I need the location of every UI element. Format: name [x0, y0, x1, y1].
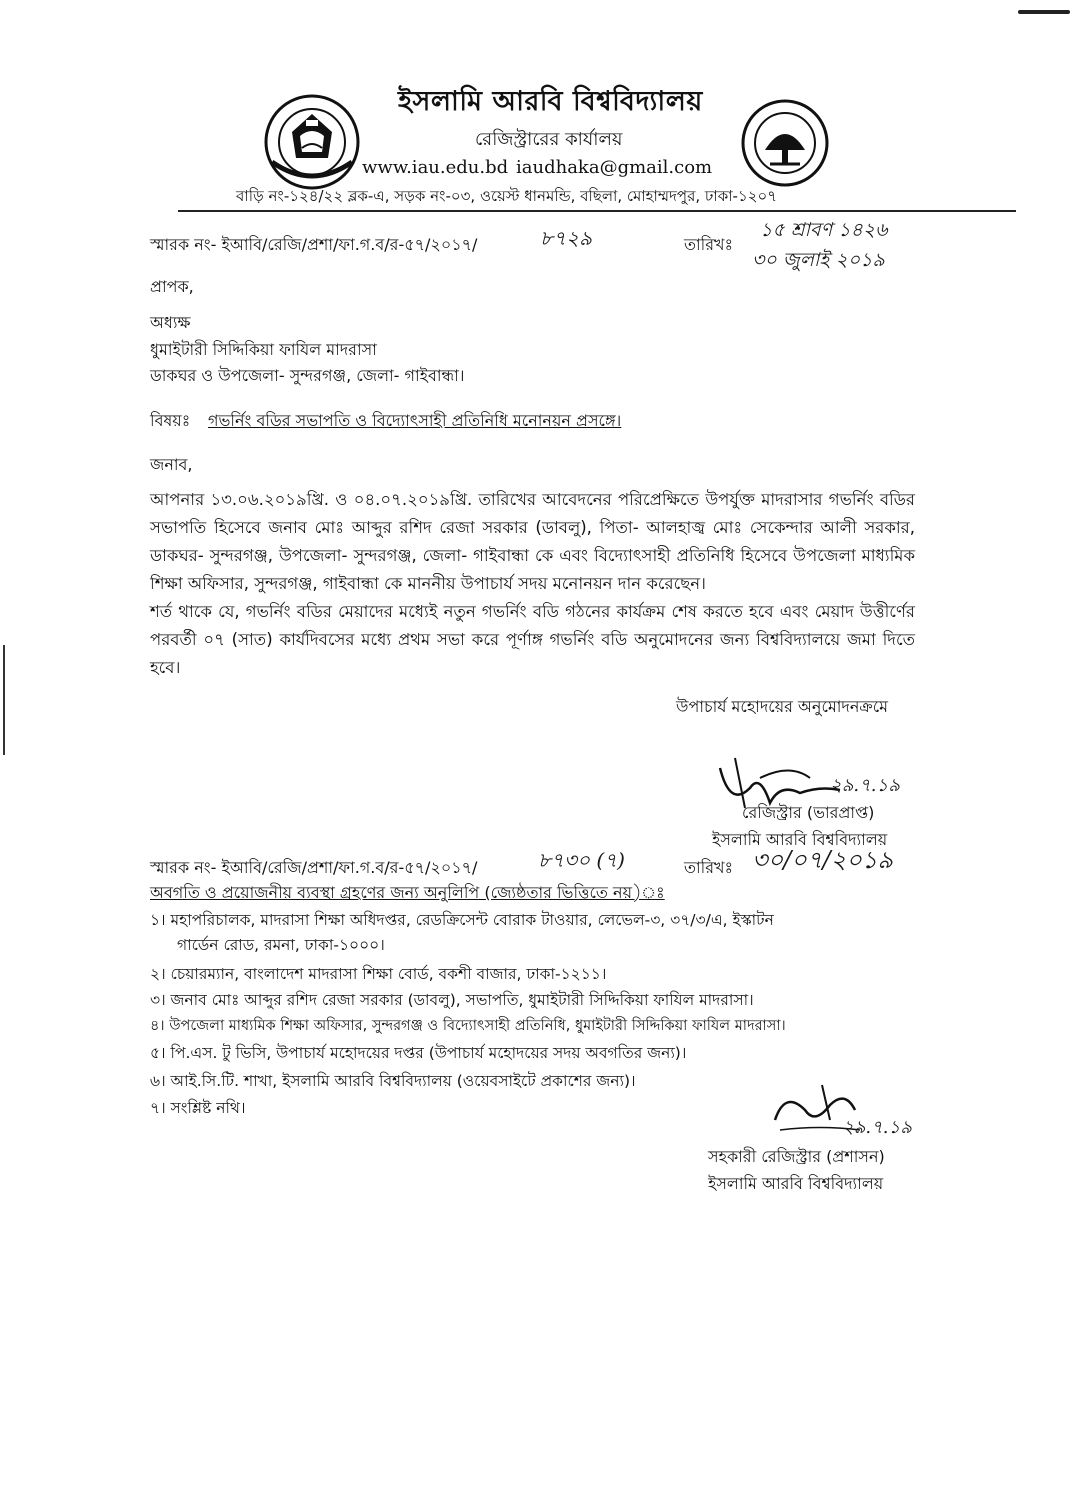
approval-line: উপাচার্য মহোদয়ের অনুমোদনক্রমে: [676, 697, 889, 716]
seal-logo: [740, 98, 830, 188]
recipient-designation: অধ্যক্ষ: [150, 313, 191, 332]
memo-ref: স্মারক নং- ইআবি/রেজি/প্রশা/ফা.গ.ব/র-৫৭/২০১৭/: [150, 235, 478, 254]
body-paragraph-2: শর্ত থাকে যে, গভর্নিং বডির মেয়াদের মধ্যেই নতুন গভর্নিং বডি গঠনের কার্যক্রম শেষ করতে হবে এবং মেয়াদ উত্তীর্ণের পরবর্তী ০৭ (সাত) কার্যদিবসের মধ্যে প্রথম সভা করে পূর্ণাঙ্গ গভর্নিং বডি অনুমোদনের জন্য বিশ্ববিদ্যালয়ে জমা দিতে হবে।: [150, 602, 915, 677]
copy-item-3: ৩। জনাব মোঃ আব্দুর রশিদ রেজা সরকার (ডাবলু), সভাপতি, ধুমাইটারী সিদ্দিকিয়া ফাযিল মাদরাসা।: [150, 991, 754, 1009]
university-name: ইসলামি আরবি বিশ্ববিদ্যালয়: [398, 86, 703, 117]
copy-date-handwritten: ৩০/০৭/২০১৯: [752, 846, 893, 874]
university-logo: [262, 92, 362, 192]
subject-text: গভর্নিং বডির সভাপতি ও বিদ্যোৎসাহী প্রতিনিধি মনোনয়ন প্রসঙ্গে।: [208, 411, 622, 430]
website-link[interactable]: www.iau.edu.bd: [362, 157, 509, 178]
body-paragraph-1: আপনার ১৩.০৬.২০১৯খ্রি. ও ০৪.০৭.২০১৯খ্রি. তারিখের আবেদনের পরিপ্রেক্ষিতে উপর্যুক্ত মাদরাসার গভর্নিং বডির সভাপতি হিসেবে জনাব মোঃ আব্দুর রশিদ রেজা সরকার (ডাবলু), পিতা- আলহাজ্ব মোঃ সেকেন্দার আলী সরকার, ডাকঘর- সুন্দরগঞ্জ, উপজেলা- সুন্দরগঞ্জ, জেলা- গাইবান্ধা কে এবং বিদ্যোৎসাহী প্রতিনিধি হিসেবে উপজেলা মাধ্যমিক শিক্ষা অফিসার, সুন্দরগঞ্জ, গাইবান্ধা কে মাননীয় উপাচার্য সদয় মনোনয়ন দান করেছেন।: [150, 490, 915, 593]
office-name: রেজিস্ট্রারের কার্যালয়: [475, 129, 623, 150]
copy-item-6: ৬। আই.সি.টি. শাখা, ইসলামি আরবি বিশ্ববিদ্যালয় (ওয়েবসাইটে প্রকাশের জন্য)।: [150, 1072, 636, 1090]
recipient-to: প্রাপক,: [150, 277, 194, 296]
memo-date-bangla: ১৫ শ্রাবণ ১৪২৬: [760, 219, 888, 241]
copy-item-1-cont: গার্ডেন রোড, রমনা, ঢাকা-১০০০।: [177, 936, 385, 954]
copy-item-1: ১। মহাপরিচালক, মাদরাসা শিক্ষা অধিদপ্তর, রেডক্রিসেন্ট বোরাক টাওয়ার, লেভেল-৩, ৩৭/৩/এ, ইস্কাটন: [150, 911, 774, 929]
scan-mark-top: [1018, 10, 1070, 14]
salutation: জনাব,: [150, 455, 193, 474]
copy-item-4: ৪। উপজেলা মাধ্যমিক শিক্ষা অফিসার, সুন্দরগঞ্জ ও বিদ্যোৎসাহী প্রতিনিধি, ধুমাইটারী সিদ্দিকিয়া ফাযিল মাদরাসা।: [150, 1018, 786, 1034]
copy-item-7: ৭। সংশ্লিষ্ট নথি।: [150, 1099, 246, 1117]
office-address: বাড়ি নং-১২৪/২২ ব্লক-এ, সড়ক নং-০৩, ওয়েস্ট ধানমন্ডি, বছিলা, মোহাম্মদপুর, ঢাকা-১২০৭: [236, 187, 777, 205]
assistant-registrar-title: সহকারী রেজিস্ট্রার (প্রশাসন): [708, 1147, 885, 1166]
copy-item-5: ৫। পি.এস. টু ভিসি, উপাচার্য মহোদয়ের দপ্তর (উপাচার্য মহোদয়ের সদয় অবগতির জন্য)।: [150, 1044, 687, 1062]
recipient-institution: ধুমাইটারী সিদ্দিকিয়া ফাযিল মাদরাসা: [150, 340, 377, 359]
copy-ref: স্মারক নং- ইআবি/রেজি/প্রশা/ফা.গ.ব/র-৫৭/২০১৭/: [150, 858, 478, 877]
letterhead-divider: [178, 210, 1016, 212]
copy-item-2: ২। চেয়ারম্যান, বাংলাদেশ মাদরাসা শিক্ষা বোর্ড, বকশী বাজার, ঢাকা-১২১১।: [150, 965, 607, 983]
memo-date-english: ৩০ জুলাই ২০১৯: [752, 249, 885, 271]
registrar-sign-date: ২৯.৭.১৯: [830, 775, 900, 796]
assistant-registrar-sign-date: ২৯.৭.১৯: [842, 1117, 912, 1138]
copy-date-label: তারিখঃ: [684, 858, 734, 877]
scan-mark-left: [3, 645, 5, 755]
memo-ref-handwritten: ৮৭২৯: [540, 226, 592, 250]
recipient-address: ডাকঘর ও উপজেলা- সুন্দরগঞ্জ, জেলা- গাইবান্ধা।: [150, 366, 465, 385]
subject-label: বিষয়ঃ: [150, 411, 191, 430]
registrar-org: ইসলামি আরবি বিশ্ববিদ্যালয়: [712, 830, 888, 849]
memo-date-label: তারিখঃ: [684, 235, 734, 254]
email-link[interactable]: iaudhaka@gmail.com: [516, 157, 713, 178]
copy-heading: অবগতি ও প্রয়োজনীয় ব্যবস্থা গ্রহণের জন্য অনুলিপি (জ্যেষ্ঠতার ভিত্তিতে নয়)ঃ: [150, 883, 665, 902]
copy-ref-handwritten: ৮৭৩০ (৭): [538, 848, 625, 872]
assistant-registrar-org: ইসলামি আরবি বিশ্ববিদ্যালয়: [708, 1174, 884, 1193]
registrar-title: রেজিস্ট্রার (ভারপ্রাপ্ত): [742, 803, 875, 822]
